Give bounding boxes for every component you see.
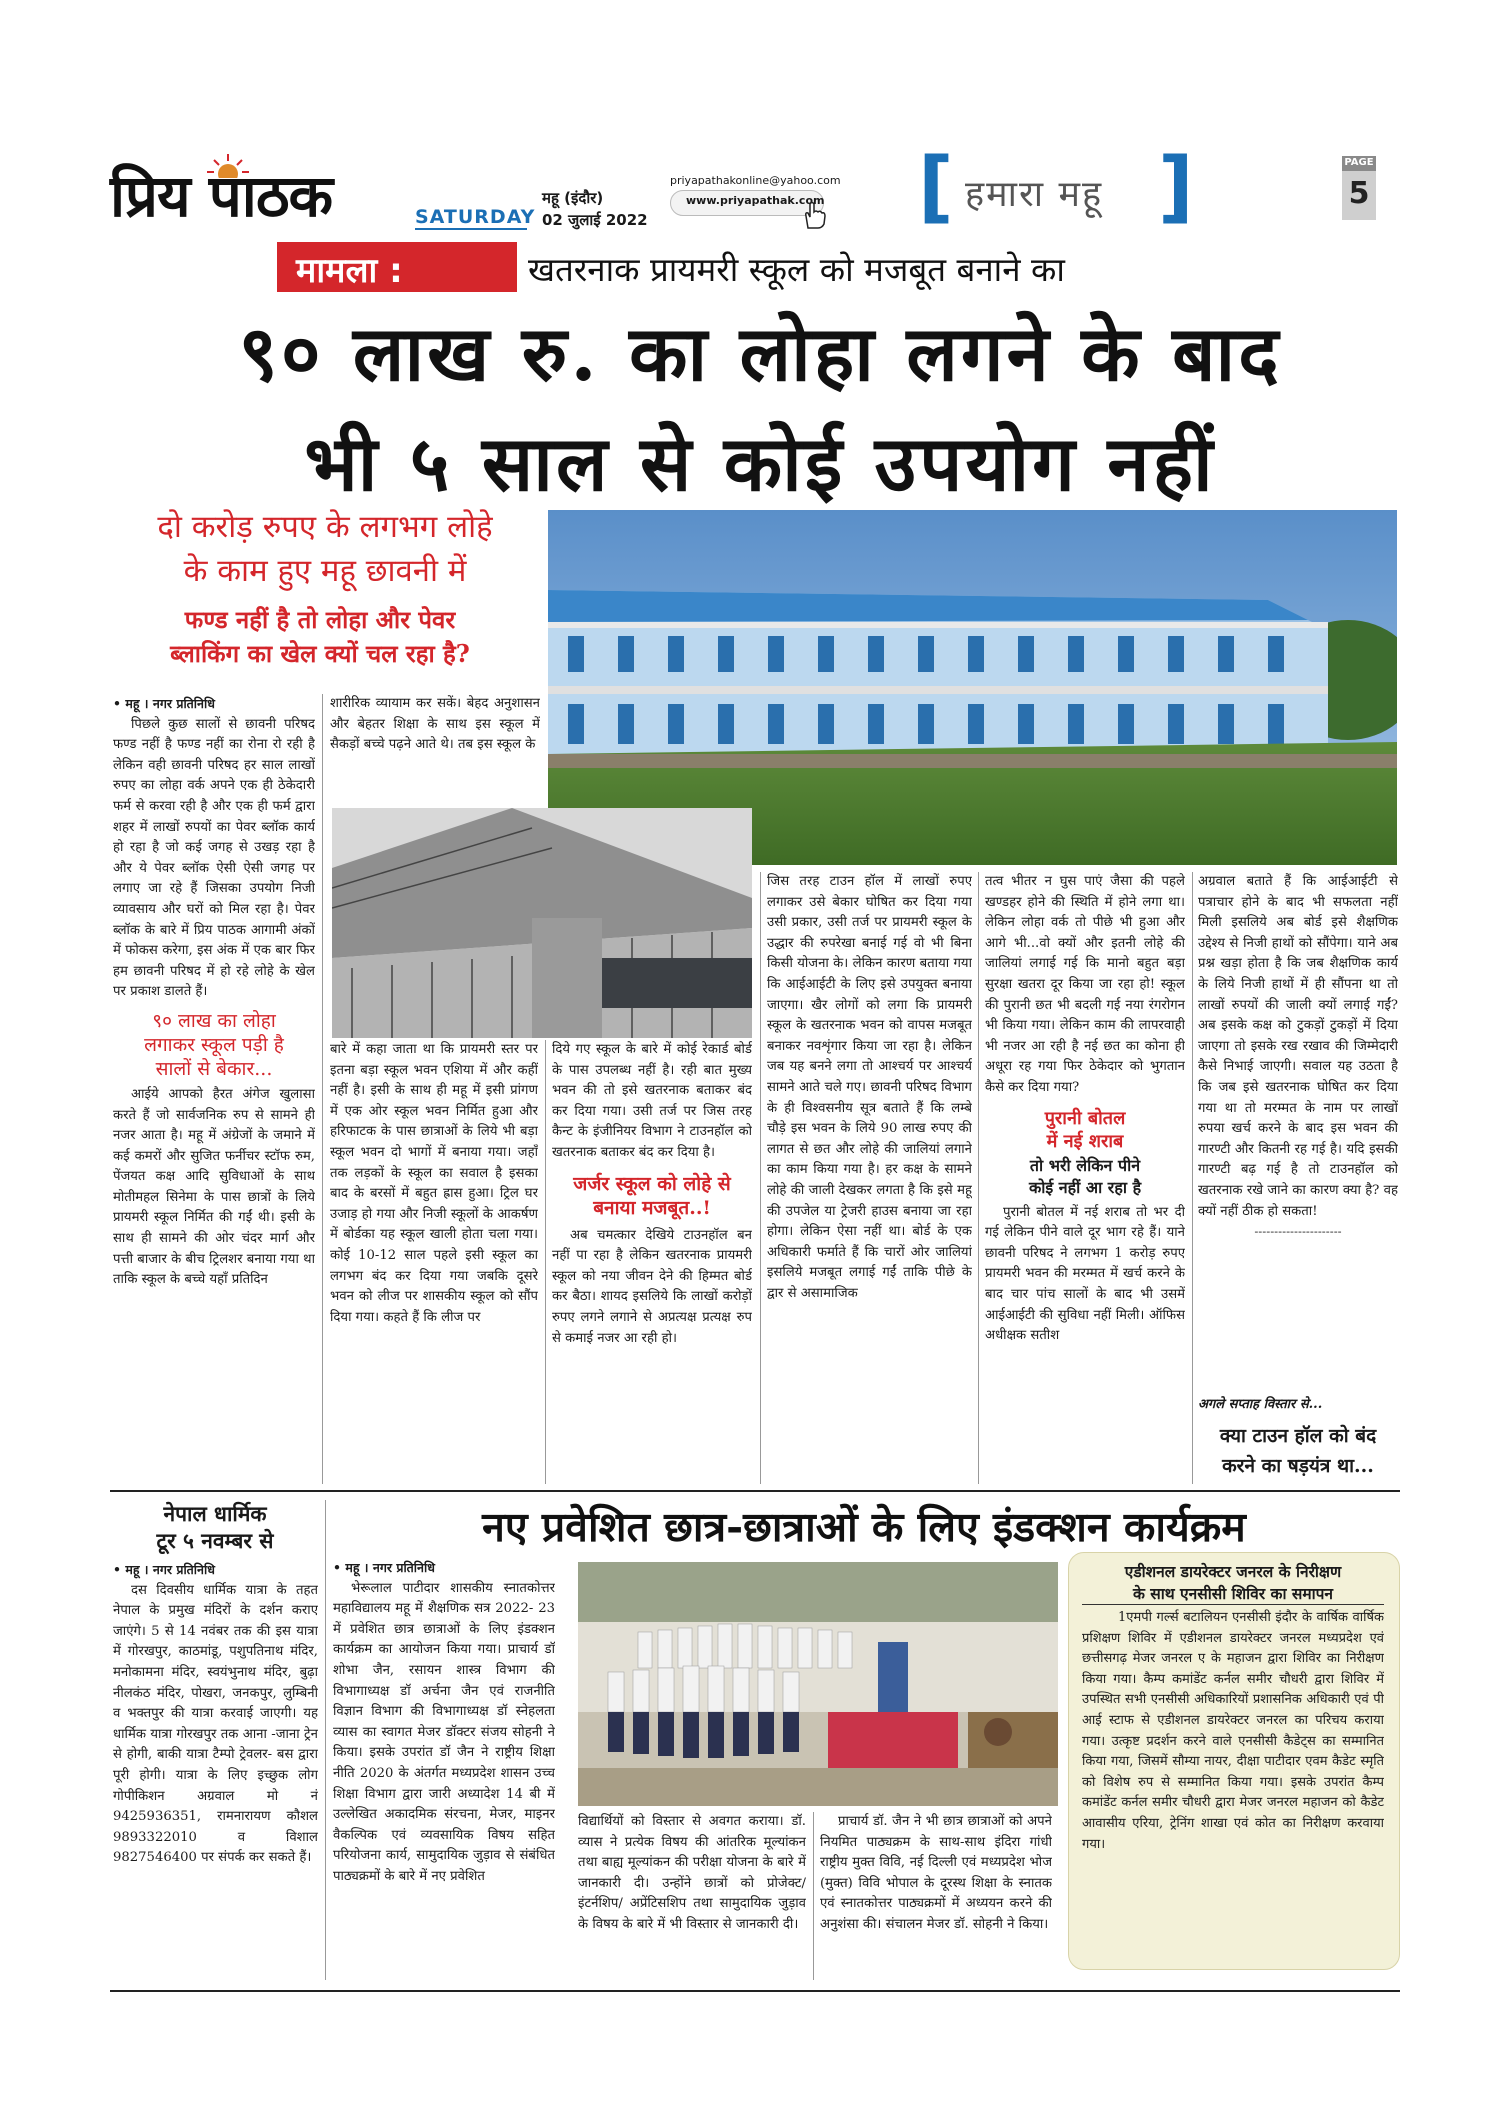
lead-col-6: अग्रवाल बताते हैं कि आईआईटी से पत्राचार होने के बाद भी सफलता नहीं मिली इसलिये अब बोर्ड इसे शैक्षणिक उद्देश्य से निजी हाथों को सौंपेगा। याने अब प्रश्न खड़ा होता है कि जब शैक्षणिक कार्य के लिये निजी हाथों में ही सौंपना था तो लाखों रुपयों की जाली क्यों लगाई गईं? अब इसके कक्ष को टुकड़ों टुकड़ों में दिया जाएगा तो इसके रख रखाव की जिम्मेदारी कैसे निभाई जाएगी। सवाल यह उठता है कि जब इसे खतरनाक घोषित कर दिया गया था तो मरम्मत के नाम पर लाखों रुपया खर्च करने के बाद इस भवन की गारण्टी और कितनी रह गई है। यदि इसकी गारण्टी बढ़ गई है तो टाउनहॉल को खतरनाक रखे जाने का कारण क्या है? वह क्यों नहीं ठीक हो सकता! ---------------------- [1198,872,1398,1372]
next-week-note: अगले सप्ताह विस्तार से... [1198,1397,1323,1412]
kicker-text: खतरनाक प्रायमरी स्कूल को मजबूत बनाने का [528,250,1065,289]
lead-col-1 [113,694,315,1484]
red-subhead-line2: ब्लाकिंग का खेल क्यों चल रहा है? [170,639,470,668]
hand-cursor-icon [800,200,828,230]
red-mid-head: जर्जर स्कूल को लोहे से बनाया मजबूत..! [573,1172,731,1219]
red-subhead-line1: फण्ड नहीं है तो लोहा और पेवर [184,605,456,634]
induction-col-1: • महू । नगर प्रतिनिधि भेरूलाल पाटीदार शासकीय स्नातकोत्तर महाविद्यालय महू में शैक्षणिक सत्र 2022- 23 में प्रवेशित छात्र छात्राओं के लिए इंडक्शन कार्यक्रम का आयोजन किया गया। प्राचार्य डॉ शोभा जैन, रसायन शास्त्र विभाग की विभागाध्यक्ष डॉ अर्चना जैन एवं राजनीति विज्ञान विभाग की विभागाध्यक्ष डॉ स्नेहलता व्यास का स्वागत मेजर डॉक्टर संजय सोहनी ने किया। इसके उपरांत डॉ जैन ने राष्ट्रीय शिक्षा नीति 2020 के अंतर्गत मध्यप्रदेश शासन उच्च शिक्षा विभाग द्वारा जारी अध्यादेश 14 बी में उल्लेखित अकादमिक संरचना, मेजर, माइनर वैकल्पिक एवं व्यवसायिक विषय सहित परियोजना कार्य, सामुदायिक जुड़ाव से संबंधित पाठ्यक्रमों के बारे में नए प्रवेशित [333,1560,555,1884]
edition-date: 02 जुलाई 2022 [542,211,648,229]
main-headline-line2: भी ५ साल से कोई उपयोग नहीं [304,419,1216,508]
nepal-body: • महू । नगर प्रतिनिधि दस दिवसीय धार्मिक यात्रा के तहत नेपाल के प्रमुख मंदिरों के दर्शन कराए जाएंगे। 5 से 14 नवंबर तक की इस यात्रा में गोरखपुर, काठमांडू, पशुपतिनाथ मंदिर, मनोकामना मंदिर, स्वयंभुनाथ मंदिर, बुढ़ा नीलकंठ मंदिर, पोखरा, जनकपुर, लुम्बिनी व भक्तपुर की यात्रा करवाई जाएगी। यह धार्मिक यात्रा गोरखपुर तक आना -जाना ट्रेन से होगी, बाकी यात्रा टैम्पो ट्रेवलर- बस द्वारा पूरी होगी। यात्रा के लिए इच्छुक लोग गोपीकिशन अग्रवाल मो नं 9425936351, रामनारायण कौशल 9893322010 व विशाल 9827546400 पर संपर्क कर सकते हैं। [113,1562,318,1866]
induction-col-3: प्राचार्य डॉ. जैन ने भी छात्र छात्राओं को अपने नियमित पाठ्यक्रम के साथ-साथ इंदिरा गांधी राष्ट्रीय मुक्त विवि, नई दिल्ली एवं मध्यप्रदेश भोज (मुक्त) विवि भोपाल के दूरस्थ शिक्षा के स्नातक एवं स्नातकोत्तर पाठ्यक्रमों में अध्ययन करने की अनुशंसा की। संचालन मेजर डॉ. सोहनी ने किया। [820,1814,1052,1932]
kicker-label: मामला : [296,251,403,291]
website-url[interactable]: www.priyapathak.com [686,194,825,207]
red-inline-head: ९० लाख का लोहा लगाकर स्कूल पड़ी है सालों से बेकार... [144,1009,284,1080]
section-right-bracket: ] [1158,142,1194,232]
masthead [110,142,1400,232]
section-left-bracket: [ [918,142,954,232]
section-title: हमारा महू [965,174,1104,215]
edition-city: महू (इंदौर) [542,189,604,207]
lead-byline: • महू । नगर प्रतिनिधि [113,696,215,711]
lead-col1-text-b: आईये आपको हैरत अंगेज खुलासा करते हैं जो सार्वजनिक रुप से सामने ही नजर आता है। महू में अंग्रेजों के जमाने में कई कमरों और सुजित फर्नीचर स्टॉफ रुम, पेंजयत कक्ष आदि सुविधाओं के साथ मोतीमहल सिनेमा के पास छात्रों के लिये प्रायमरी स्कूल निर्मित की गईं थी। इसी के साथ ही सामने की ओर चंदर मार्ग और पत्ती बाजार के बीच ट्रिलशर बनाया गया था ताकि स्कूल के बच्चे यहाँ प्रतिदिन [113,1086,315,1288]
main-headline-line1: ९० लाख रु. का लोहा लगने के बाद [238,309,1282,398]
email-address[interactable]: priyapathakonline@yahoo.com [670,174,841,187]
induction-col-2: विद्यार्थियों को विस्तार से अवगत कराया। डॉ. व्यास ने प्रत्येक विषय की आंतरिक मूल्यांकन तथा बाह्य मूल्यांकन की परीक्षा योजना के बारे में जानकारी दी। उन्होंने छात्रों को प्रोजेक्ट/ इंटर्नशिप/ अप्रेंटिसशिप तथा सामुदायिक जुड़ाव के विषय के बारे में भी विस्तार से जानकारी दी। [578,1814,806,1932]
lead-col-2-bottom: बारे में कहा जाता था कि प्रायमरी स्तर पर इतना बड़ा स्कूल भवन एशिया में और कहीं नहीं है। इसी के साथ ही महू में इसी प्रांगण में एक ओर स्कूल भवन निर्मित हुआ और हरिफाटक के पास छात्राओं के लिये भी बड़ा स्कूल भवन दो भागों में बनाया गया। जहाँ तक लड़कों के स्कूल का सवाल है इसका बाद के बरसों में बहुत ह्रास हुआ। ट्रिल घर उजाड़ हो गया और निजी स्कूलों के आकर्षण में बोर्डका यह स्कूल खाली होता चला गया। कोई 10-12 साल पहले इसी स्कूल का लगभग बंद कर दिया गया जबकि दूसरे भवन को लीज पर शासकीय स्कूल को सौंप दिया गया। कहते हैं कि लीज पर [330,1042,538,1325]
ncc-body: 1एमपी गर्ल्स बटालियन एनसीसी इंदौर के वार्षिक वार्षिक प्रशिक्षण शिविर में एडीशनल डायरेक्टर जनरल मध्यप्रदेश एवं छत्तीसगढ़ मेजर जनरल ए के महाजन द्वारा शिविर का निरीक्षण किया गया। कैम्प कमांडेंट कर्नल समीर चौधरी द्वारा शिविर में उपस्थित सभी एनसीसी अधिकारियों प्रशासनिक अधिकारी एवं पी आई स्टाफ से एडीशनल डायरेक्टर जनरल का परिचय कराया गया। उत्कृष्ट प्रदर्शन करने वाले एनसीसी कैडेट्स का सम्मानित किया गया, जिसमें सौम्या नायर, दीक्षा पाटीदार एवम कैडेट स्मृति को विशेष रुप से सम्मानित किया गया। इसके उपरांत कैम्प कमांडेंट कर्नल समीर चौधरी द्वारा मेजर जनरल महाजन को कैडेट आवासीय एरिया, ट्रेनिंग शाखा एवं कोत का निरीक्षण करवाया गया। [1082,1610,1384,1852]
nepal-head-line1: नेपाल धार्मिक [163,1501,267,1526]
teaser-line2: करने का षड़यंत्र था... [1222,1455,1374,1477]
lead-col-5: तत्व भीतर न घुस पाएं जैसा की पहले खण्डहर होने की स्थिति में होने लगा था। लेकिन लोहा वर्क तो पीछे भी हुआ और आगे भी...वो क्यों और इतनी लोहे की जालियां लगाई गई कि मानो बहुत बड़ा सुरक्षा खतरा दूर किया जा रहा हो! स्कूल की पुरानी छत भी बदली गई नया रंगरोगन भी किया गया। लेकिन काम की लापरवाही भी नजर आ रही है नई छत का कोना ही अधूरा रह गया फिर ठेकेदार को भुगतान कैसे कर दिया गया? पुरानी बोतल में नई शराब तो भरी लेकिन पीने कोई नहीं आ रहा है पुरानी बोतल में नई शराब तो भर दी गई लेकिन पीने वाले दूर भाग रहे हैं। याने छावनी परिषद ने लगभग 1 करोड़ रुपए प्रायमरी भवन की मरम्मत में खर्च करने के बाद चार पांच सालों के बाद भी उसमें आईआईटी की सुविधा नहीं मिली। ऑफिस अधीक्षक सतीश [985,874,1185,1344]
ncc-head-line1: एडीशनल डायरेक्टर जनरल के निरीक्षण [1124,1562,1342,1581]
newspaper-logo: प्रिय पाठक [110,162,333,230]
subhead-line1: दो करोड़ रुपए के लगभग लोहे [157,509,493,545]
lead-col1-text-a: पिछले कुछ सालों से छावनी परिषद फण्ड नहीं है फण्ड नहीं का रोना रो रही है लेकिन वही छावनी परिषद हर साल लाखों रुपए का लोहा वर्क अपने एक ही ठेकेदारी फर्म से करवा रही है और एक ही फर्म द्वारा शहर में लाखों रुपयों का पेवर ब्लॉक कार्य हो रहा है जो कई जगह से उखड़ रहा है और ये पेवर ब्लॉक ऐसी ऐसी जगह पर लगाए जा रहे हैं जिसका उपयोग निजी व्यावसाय और घरों को मिल रहा है। पेवर ब्लॉक के बारे में प्रिय पाठक आगामी अंकों में फोकस करेगा, इस अंक में एक बार फिर हम छावनी परिषद में हो रहे लोहे के खेल पर प्रकाश डालते हैं। [113,716,315,1000]
page-label: PAGE [1344,157,1374,168]
page-badge [1342,156,1376,220]
teaser-line1: क्या टाउन हॉल को बंद [1219,1425,1377,1447]
red-bottle-head: पुरानी बोतल में नई शराब [1044,1107,1126,1152]
weekday: SATURDAY [415,206,536,228]
subhead-line2: के काम हुए महू छावनी में [183,553,467,589]
lead-col-4: जिस तरह टाउन हॉल में लाखों रुपए लगाकर उसे बेकार घोषित कर दिया गया उसी प्रकार, उसी तर्ज पर प्रायमरी स्कूल के उद्धार की रुपरेखा बनाई गई वो भी बिना किसी योजना के। लेकिन कारण बताया गया कि आईआईटी के लिए इसे उपयुक्त बनाया जाएगा। खैर लोगों को लगा कि प्रायमरी स्कूल के खतरनाक भवन को वापस मजबूत बनाकर नवशृंगार किया जा रहा है। लेकिन जब यह बनने लगा तो आश्चर्य पर आश्चर्य सामने आते चले गए। छावनी परिषद विभाग के ही विश्वसनीय सूत्र बताते हैं कि लम्बे चौड़े इस भवन के लिये 90 लाख रुपए की लागत से छत और लोहे की जालियां लगाने का काम किया गया है। हर कक्ष के सामने लोहे की जाली देखकर लगता है कि इसे महू की उपजेल या ट्रेजरी हाउस बनाया जा रहा होगा। लेकिन ऐसा नहीं था। बोर्ड के एक अधिकारी फर्माते हैं कि चारों ओर जालियां इसलिये मजबूत लगाई गईं ताकि पीछे के द्वार से असामाजिक [767,874,972,1301]
page-number: 5 [1348,176,1370,211]
lead-col-3: दिये गए स्कूल के बारे में कोई रेकार्ड बोर्ड के पास उपलब्ध नहीं है। रही बात मुख्य भवन की तो इसे खतरनाक बताकर बंद कर दिया गया। उसी तर्ज पर जिस तरह कैन्ट के इंजीनियर विभाग ने टाउनहॉल को खतरनाक बताकर बंद कर दिया है। जर्जर स्कूल को लोहे से बनाया मजबूत..! अब चमत्कार देखिये टाउनहॉल बन नहीं पा रहा है लेकिन खतरनाक प्रायमरी स्कूल को नया जीवन देने की हिम्मत बोर्ड कर बैठा। शायद इसलिये कि लाखों करोड़ों रुपए लगने लगाने से अप्रत्यक्ष प्रत्यक्ष रुप से कमाई नजर आ रही हो। [552,1042,752,1346]
black-bottle-head: तो भरी लेकिन पीने कोई नहीं आ रहा है [1028,1155,1142,1197]
students-photo [578,1562,1058,1806]
steel-frame-photo [332,808,752,1038]
nepal-head-line2: टूर ५ नवम्बर से [156,1528,274,1553]
ncc-head-line2: के साथ एनसीसी शिविर का समापन [1132,1584,1334,1603]
weekday-underline [415,228,527,230]
lead-col-2-top: शारीरिक व्यायाम कर सकें। बेहद अनुशासन और बेहतर शिक्षा के साथ इस स्कूल में सैकड़ों बच्चे पढ़ने आते थे। तब इस स्कूल के [330,696,540,753]
separator-dashes: ---------------------- [1254,1225,1342,1239]
induction-headline: नए प्रवेशित छात्र-छात्राओं के लिए इंडक्शन कार्यक्रम [482,1503,1246,1551]
